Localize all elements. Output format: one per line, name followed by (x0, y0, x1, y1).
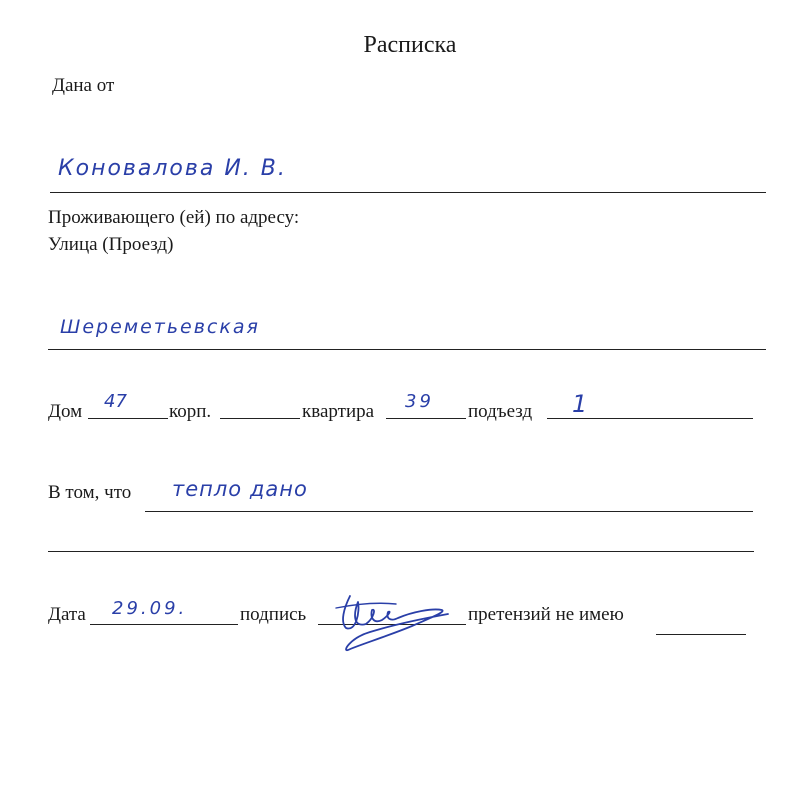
entrance-label: подъезд (468, 401, 533, 422)
apartment-line (386, 418, 466, 419)
matter-label: В том, что (48, 482, 132, 503)
street-line (48, 349, 766, 350)
handwritten-entrance: 1 (572, 390, 588, 418)
given-by-label: Дана от (52, 75, 115, 96)
matter-line (145, 511, 753, 512)
handwritten-date: 29.09. (112, 598, 188, 619)
handwritten-house: 47 (104, 391, 127, 412)
no-claims-label: претензий не имею (468, 604, 624, 625)
apartment-label: квартира (302, 401, 375, 422)
house-line (88, 418, 168, 419)
handwritten-street: Шереметьевская (60, 316, 260, 338)
extra-line (48, 551, 754, 552)
handwritten-apartment: 39 (405, 391, 434, 412)
name-line (50, 192, 766, 193)
entrance-line (547, 418, 753, 419)
handwritten-name: Коновалова И. В. (58, 156, 287, 181)
date-line (90, 624, 238, 625)
street-label: Улица (Проезд) (48, 234, 174, 255)
no-claims-line (656, 634, 746, 635)
house-label: Дом (48, 401, 83, 422)
signature-label: подпись (240, 604, 307, 625)
signature-mark (326, 588, 466, 658)
document-title: Расписка (363, 32, 457, 58)
building-label: корп. (169, 401, 212, 422)
handwritten-matter: тепло дано (172, 477, 308, 501)
date-label: Дата (48, 604, 86, 625)
building-line (220, 418, 300, 419)
address-label: Проживающего (ей) по адресу: (48, 207, 300, 228)
